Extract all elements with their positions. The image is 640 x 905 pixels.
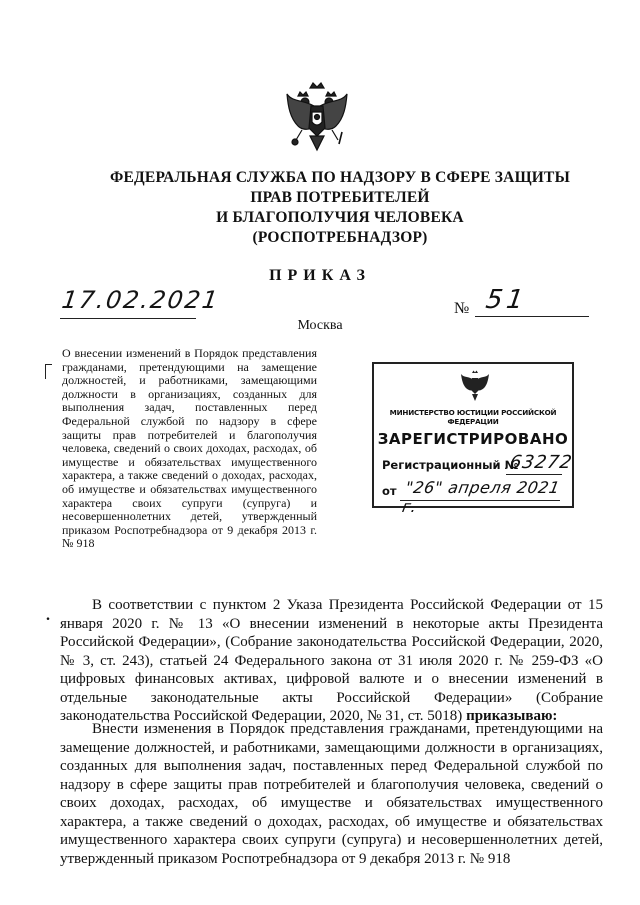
agency-name-line-4: (РОСПОТРЕБНАДЗОР)	[252, 229, 428, 246]
city-name: Москва	[297, 318, 343, 333]
paragraph-1-text: В соответствии с пунктом 2 Указа Президента Российской Федерации от 15 января 2020 г. № 13 «О внесении изменений в некоторые акты Президента Российской Федерации», (Собрание законодательства Российской Федерации, 2020, № 3, ст. 243), статьей 24 Федерального закона от 31 июля 2020 г. № 259-ФЗ «О цифровых финансовых активах, цифровой валюте и о внесении изменений в отдельные законодательные акты Российской Федерации» (Собрание законодательства Российской Федерации, 2020, № 31, ст. 5018)	[60, 597, 603, 724]
stamp-registration-date: "26" апреля 2021 г.	[400, 478, 562, 516]
registration-stamp	[372, 362, 575, 516]
subject-corner-bracket	[45, 364, 52, 379]
order-number: 51	[483, 285, 530, 315]
order-number-underline	[475, 316, 589, 317]
stamp-date-underline	[400, 500, 560, 501]
stamp-registration-label: Регистрационный №	[382, 458, 519, 472]
stamp-registration-number: 63272	[508, 452, 575, 473]
paragraph-1-action: приказываю:	[466, 708, 558, 724]
order-number-label: №	[454, 300, 470, 317]
body-paragraph-1	[60, 596, 603, 726]
agency-name-line-2: ПРАВ ПОТРЕБИТЕЛЕЙ	[250, 189, 430, 206]
stamp-registration-underline	[506, 474, 562, 475]
order-subject: О внесении изменений в Порядок представления гражданами, претендующими на замещение должностей, и работниками, замещающими должности в организациях, созданных для выполнения задач, поставленных перед Федеральной службой по надзору в сфере защиты прав потребителей и благополучия человека, сведений о своих доходах, расходах, об имуществе и обязательствах имущественного характера, а также сведений о доходах, расходах, об имуществе и обязательствах имущественного характера своих супруги (супруга) и несовершеннолетних детей, утвержденный приказом Роспотребнадзора от 9 декабря 2013 г. № 918	[62, 346, 317, 551]
order-date: 17.02.2021	[60, 286, 222, 314]
stamp-from-label: от	[382, 484, 397, 498]
stamp-status: ЗАРЕГИСТРИРОВАНО	[377, 430, 569, 448]
stamp-ministry-name: МИНИСТЕРСТВО ЮСТИЦИИ РОССИЙСКОЙ ФЕДЕРАЦИИ	[389, 408, 557, 426]
body-paragraph-2: Внести изменения в Порядок представления гражданами, претендующими на замещение должностей, и работниками, замещающими должности в организациях, созданных для выполнения задач, поставленных перед Федеральной службой по надзору в сфере защиты прав потребителей и благополучия человека, сведений о своих доходах, расходах, об имуществе и обязательствах имущественного характера, а также сведений о доходах, расходах, об имуществе и обязательствах имущественного характера своих супруги (супруга) и несовершеннолетних детей, утвержденный приказом Роспотребнадзора от 9 декабря 2013 г. № 918	[60, 721, 603, 867]
document-type-title: ПРИКАЗ	[269, 267, 371, 284]
margin-mark: .	[46, 607, 50, 624]
agency-name-line-3: И БЛАГОПОЛУЧИЯ ЧЕЛОВЕКА	[216, 209, 464, 226]
coat-of-arms-icon	[284, 80, 350, 154]
stamp-coat-of-arms-icon	[460, 370, 490, 402]
agency-name-line-1: ФЕДЕРАЛЬНАЯ СЛУЖБА ПО НАДЗОРУ В СФЕРЕ ЗАЩИТЫ	[109, 169, 571, 186]
